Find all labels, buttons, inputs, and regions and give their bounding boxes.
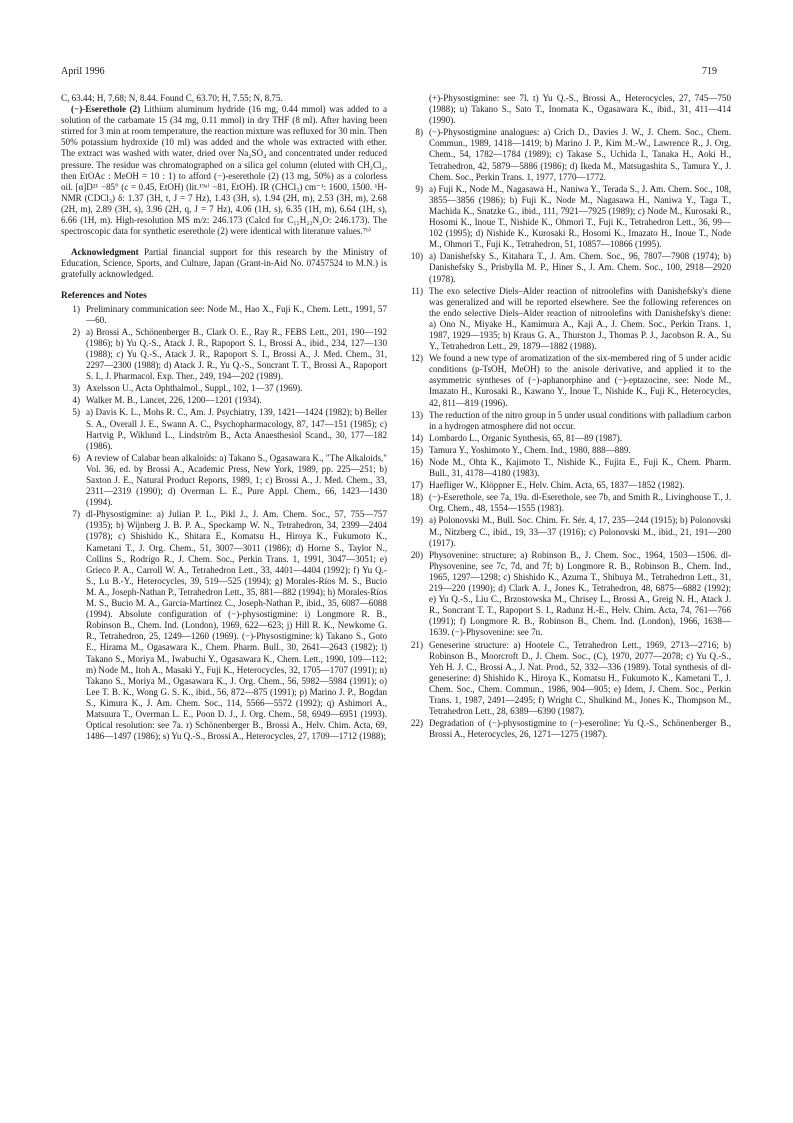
acknowledgment-heading: Acknowledgment — [71, 247, 139, 258]
reference-number: 9) — [415, 183, 423, 194]
experimental-body: Lithium aluminum hydride (16 mg, 0.44 mmol) was added to a solution of the carbamate 15 (34 mg, 0.11 mmol) in dry THF (8 ml). After having been stirred for 3 min at room temperature, the reaction mixture was refluxed for 30 min. Then 50% potassium hydroxide (10 ml) was added and the whole was extracted with ether. The extract was washed with water, dried over Na₂SO₄ and concentrated under reduced pressure. The residue was chromatographed on a silica gel column (eluted with CH₂Cl₂, then EtOAc : MeOH = 10 : 1) to afford (−)-eserethole (2) (13 mg, 50%) as a colorless oil. [α]D²¹ −85° (c = 0.45, EtOH) (lit.¹⁹ᵃ⁾ −81, EtOH). IR (CHCl₃) cm⁻¹: 1600, 1500. ¹H-NMR (CDCl₃) δ: 1.37 (3H, t, J = 7 Hz), 1.43 (3H, s), 1.94 (2H, m), 2.53 (3H, m), 2.68 (2H, m), 2.89 (3H, s), 3.96 (2H, q, J = 7 Hz), 4.06 (1H, s), 6.35 (1H, m), 6.64 (1H, s), 6.66 (1H, m). High-resolution MS m/z: 246.173 (Calcd for C₁₅H₂₂N₂O: 246.173). The spectroscopic data for synthetic eserethole (2) were identical with literature values.⁷ᵇ⁾ — [61, 104, 387, 237]
reference-text: a) Polonovski M., Bull. Soc. Chim. Fr. Sér. 4, 17, 235—244 (1915); b) Polonovski M., Nitzberg C., ibid., 19, 33—37 (1916); c) Polonovski M., ibid., 21, 191—200 (1917). — [429, 515, 731, 548]
reference-number: 6) — [72, 452, 80, 463]
left-column — [61, 93, 387, 743]
reference-number: 4) — [72, 395, 80, 406]
continued-analysis-text: C, 63.44; H, 7.68; N, 8.44. Found C, 63.70; H, 7.55; N, 8.75. — [61, 93, 283, 103]
reference-number: 10) — [410, 251, 423, 262]
reference-item — [61, 304, 387, 326]
reference-number: 21) — [410, 639, 423, 650]
acknowledgment-paragraph — [61, 247, 387, 280]
reference-number: 19) — [410, 515, 423, 526]
reference-number: 5) — [72, 407, 80, 418]
reference-item — [61, 327, 387, 382]
reference-text: The reduction of the nitro group in 5 under usual conditions with palladium carbon in a hydrogen atmosphere did not occur. — [429, 409, 731, 431]
reference-number: 1) — [72, 303, 80, 314]
reference-item — [405, 353, 731, 408]
reference-text: (+)-Physostigmine: see 7l. t) Yu Q.-S., Brossi A., Heterocycles, 27, 745—750 (1988); u) Takano S., Sato T., Inomata K., Ogasawara K., ibid., 31, 411—414 (1990). — [429, 93, 731, 126]
reference-item — [405, 286, 731, 353]
reference-item — [405, 492, 731, 514]
reference-list-right — [405, 127, 731, 740]
reference-number: 16) — [410, 457, 423, 467]
reference-item — [405, 550, 731, 639]
reference-item — [405, 457, 731, 479]
page-number: 719 — [702, 66, 717, 77]
reference-item — [405, 433, 731, 444]
reference-number: 12) — [410, 353, 423, 364]
reference-list-left — [61, 304, 387, 743]
right-column — [405, 93, 731, 741]
reference-item — [405, 515, 731, 548]
reference-item — [405, 718, 731, 740]
reference-text: Node M., Ohta K., Kajimoto T., Nishide K., Fujita E., Fuji K., Chem. Pharm. Bull., 31, 4178—4180 (1983). — [429, 457, 731, 479]
reference-number: 14) — [410, 432, 423, 443]
reference-number: 11) — [411, 285, 423, 296]
reference-item — [405, 480, 731, 491]
reference-text: Lombardo L., Organic Synthesis, 65, 81—89 (1987). — [429, 432, 623, 443]
reference-item — [61, 383, 387, 394]
experimental-paragraph — [61, 104, 387, 237]
reference-text: Physovenine: structure; a) Robinson B., J. Chem. Soc., 1964, 1503—1506. dl-Physovenine, see 7c, 7d, and 7f; b) Longmore R. B., Robinson B., Chem. Ind., 1965, 1297—1298; c) Shishido K., Azuma T., Shibuya M., Tetrahedron Lett., 31, 219—220 (1990); d) Clark A. J., Jones K., Tetrahedron, 48, 6875—6882 (1992); e) Yu Q.-S., Liu C., Brzostowska M., Chrisey L., Brossi A., Greig N. H., Atack J. R., Soncrant T. T., Rapoport S. I., Radunz H.-E., Helv. Chim. Acta, 74, 761—766 (1991); f) Longmore R. B., Robinson B., Chem. Ind. (London), 1966, 1638—1639. (−)-Physovenine: see 7n. — [429, 549, 731, 638]
reference-text: A review of Calabar bean alkaloids: a) Takano S., Ogasawara K., "The Alkaloids," Vol. 36, ed. by Brossi A., Academic Press, New York, 1989, pp. 225—251; b) Saxton J. E., Natural Product Reports, 1989, 1; c) Brossi A., J. Med. Chem., 33, 2311—2319 (1990); d) Overman L. E., Pure Appl. Chem., 66, 1423—1430 (1994). — [86, 452, 387, 508]
reference-number: 18) — [410, 492, 423, 503]
reference-number: 22) — [410, 718, 423, 729]
acknowledgment-body: Partial financial support for this research by the Ministry of Education, Science, Sports, and Culture, Japan (Grant-in-Aid No. 07457524 to M.N.) is gratefully acknowledged. — [61, 247, 387, 280]
reference-text: (−)-Eserethole, see 7a, 19a. dl-Eserethole, see 7b, and Smith R., Livinghouse T., J. Org. Chem., 48, 1554—1555 (1983). — [429, 492, 731, 514]
reference-item — [61, 453, 387, 508]
reference-number: 17) — [410, 480, 423, 491]
reference-number: 20) — [410, 549, 423, 560]
references-heading: References and Notes — [61, 290, 147, 301]
reference-item — [405, 640, 731, 718]
reference-number: 2) — [72, 326, 80, 337]
reference-item — [61, 509, 387, 742]
reference-text: Geneserine structure: a) Hootele C., Tetrahedron Lett., 1969, 2713—2716; b) Robinson B., Moorcroft D., J. Chem. Soc., (C), 1970, 2077—2078; c) Yu Q.-S., Yeh H. J. C., Brossi A., J. Nat. Prod., 52, 332—336 (1989). Total synthesis of dl-geneserine: d) Shishido K., Hiroya K., Komatsu H., Fukumoto K., Kametani T., J. Chem. Soc., Chem. Commun., 1986, 904—905; e) Idem, J. Chem. Soc., Perkin Trans. 1, 1987, 2491—2495; f) Wright C., Shulkind M., Jones K., Thompson M., Tetrahedron Lett., 28, 6389—6390 (1987). — [429, 639, 731, 717]
reference-text: a) Davis K. L., Mohs R. C., Am. J. Psychiatry, 139, 1421—1424 (1982); b) Beller S. A., Overall J. E., Swann A. C., Psychopharmacology, 87, 147—151 (1985); c) Hartvig P., Wiklund L., Lindström B., Acta Anaesthesiol Scand., 30, 177—182 (1986). — [86, 407, 387, 451]
reference-text: Tamura Y., Yoshimoto Y., Chem. Ind., 1980, 888—889. — [429, 444, 631, 455]
reference-text: We found a new type of aromatization of the six-membered ring of 5 under acidic conditions (p-TsOH, MeOH) to the anisole derivative, and applied it to the asymmetric syntheses of (−)-aphanorphine and (−)-eptazocine, see: Node M., Imazato H., Kurosaki R., Kawano Y., Inoue T., Nishide K., Fuji K., Heterocycles, 42, 811—819 (1996). — [429, 353, 731, 408]
reference-item — [61, 395, 387, 406]
reference-text: a) Danishefsky S., Kitahara T., J. Am. Chem. Soc., 96, 7807—7908 (1974); b) Danishefsky S., Prisbylla M. P., Hiner S., J. Am. Chem. Soc., 100, 2918—2920 (1978). — [429, 251, 731, 284]
reference-text: Axelsson U., Acta Ophthalmol., Suppl., 102, 1—37 (1969). — [86, 383, 303, 394]
reference-text: The exo selective Diels–Alder reaction of nitroolefins with Danishefsky's diene was generalized and will be reported elsewhere. See the following references on the endo selective Diels–Alder reaction of nitroolefins with Danishefsky's diene: a) Ono N., Miyake H., Kamimura A., Kaji A., J. Chem. Soc., Perkin Trans. 1, 1987, 1929—1935; b) Kraus G. A., Thurston J., Thomas P. J., Jacobson R. A., Su Y., Tetrahedron Lett., 29, 1879—1882 (1988). — [429, 285, 731, 352]
header-date: April 1996 — [61, 66, 105, 77]
reference-text: a) Fuji K., Node M., Nagasawa H., Naniwa Y., Terada S., J. Am. Chem. Soc., 108, 3855—3856 (1986); b) Fuji K., Node M., Nagasawa H., Naniwa Y., Taga T., Machida K., Snatzke G., ibid., 111, 7921—7925 (1989); c) Node M., Kurosaki R., Hosomi K., Inoue T., Nishide K., Ohmori T., Fuji K., Tetrahedron Lett., 36, 99—102 (1995); d) Nishide K., Kurosaki R., Hosomi K., Imazato H., Inoue T., Node M., Ohmori T., Fuji K., Tetrahedron, 51, 10857—10866 (1995). — [429, 183, 731, 250]
reference-item — [405, 127, 731, 182]
reference-number: 7) — [72, 509, 80, 520]
reference-number: 3) — [72, 383, 80, 394]
reference-text: Preliminary communication see: Node M., Hao X., Fuji K., Chem. Lett., 1991, 57—60. — [86, 303, 387, 325]
reference-number: 8) — [415, 127, 423, 138]
reference-text: Degradation of (−)-physostigmine to (−)-eseroline: Yu Q.-S., Schönenberger B., Brossi A., Heterocycles, 26, 1271—1275 (1987). — [429, 718, 731, 740]
reference-item — [405, 251, 731, 284]
reference-text: (−)-Physostigmine analogues: a) Crich D., Davies J. W., J. Chem. Soc., Chem. Commun., 1989, 1418—1419; b) Marino J. P., Kim M.-W., Lawrence R., J. Org. Chem., 54, 1782—1784 (1989); c) Takase S., Uchida I., Tanaka H., Aoki H., Tetrahedron, 42, 5879—5886 (1986); d) Ikeda M., Matsugashita S., Tamura Y., J. Chem. Soc., Perkin Trans. 1, 1977, 1770—1772. — [429, 127, 731, 182]
reference-text: Walker M. B., Lancet, 226, 1200—1201 (1934). — [86, 395, 262, 406]
reference-item — [61, 407, 387, 451]
reference-text: Haefliger W., Klöppner E., Helv. Chim. Acta, 65, 1837—1852 (1982). — [429, 480, 685, 491]
reference-text: a) Brossi A., Schönenberger B., Clark O. E., Ray R., FEBS Lett., 201, 190—192 (1986); b) Yu Q.-S., Atack J. R., Rapoport S. I., Brossi A., ibid., 234, 127—130 (1988); c) Yu Q.-S., Atack J. R., Rapoport S. I., Brossi A., J. Med. Chem., 31, 2297—2300 (1988); d) Atack J. R., Yu Q.-S., Soncrant T. T., Brossi A., Rapoport S. I., J. Pharmacol. Exp. Ther., 249, 194—202 (1989). — [86, 326, 387, 382]
reference-item — [405, 184, 731, 251]
reference-number: 13) — [410, 409, 423, 420]
experimental-heading: (−)-Eserethole (2) — [71, 104, 141, 115]
reference-item-continued — [405, 93, 731, 126]
reference-item — [405, 410, 731, 432]
reference-number: 15) — [410, 444, 423, 455]
reference-text: dl-Physostigmine: a) Julian P. L., Pikl J., J. Am. Chem. Soc., 57, 755—757 (1935); b) Wijnberg J. B. P. A., Speckamp W. N., Tetrahedron, 34, 2399—2404 (1978); c) Shishido K., Shitara E., Komatsu H., Hiroya K., Fukumoto K., Kametani T., J. Org. Chem., 51, 3007—3011 (1986); d) Horne S., Taylor N., Collins S., Rodrigo R., J. Chem. Soc., Perkin Trans. 1, 1991, 3047—3051; e) Grieco P. A., Carroll W. A., Tetrahedron Lett., 33, 4401—4404 (1992); f) Yu Q.-S., Lu B.-Y., Heterocycles, 39, 519—525 (1994); g) Morales-Ríos M. S., Bucio M. A., Joseph-Nathan P., Tetrahedron Lett., 35, 881—882 (1994); h) Morales-Ríos M. S., Bucio M. A., García-Martínez C., Joseph-Nathan P., ibid., 35, 6087—6088 (1994). Absolute configuration of (−)-physostigmine: i) Longmore R. B., Robinson B., Chem. Ind. (London), 1969, 622—623; j) Hill R. K., Newkome G. R., Tetrahedron, 25, 1249—1260 (1969). (−)-Physostigmine: k) Takano S., Goto E., Hirama M., Ogasawara K., Chem. Pharm. Bull., 30, 2641—2643 (1982); l) Takano S., Moriya M., Iwabuchi Y., Ogasawara K., Chem. Lett., 1990, 109—112; m) Node M., Itoh A., Masaki Y., Fuji K., Heterocycles, 32, 1705—1707 (1991); n) Takano S., Moriya M., Ogasawara K., J. Org. Chem., 56, 5982—5984 (1991); o) Lee T. B. K., Wong G. S. K., ibid., 56, 872—875 (1991); p) Marino J. P., Bogdan S., Kimura K., J. Am. Chem. Soc., 114, 5566—5572 (1992); q) Ashimori A., Matsuura T., Overman L. E., Poon D. J., J. Org. Chem., 58, 6949—6951 (1993). Optical resolution: see 7a. r) Schönenberger B., Brossi A., Helv. Chim. Acta, 69, 1486—1497 (1986); s) Yu Q.-S., Brossi A., Heterocycles, 27, 1709—1712 (1988); — [86, 509, 387, 742]
reference-item — [405, 445, 731, 456]
